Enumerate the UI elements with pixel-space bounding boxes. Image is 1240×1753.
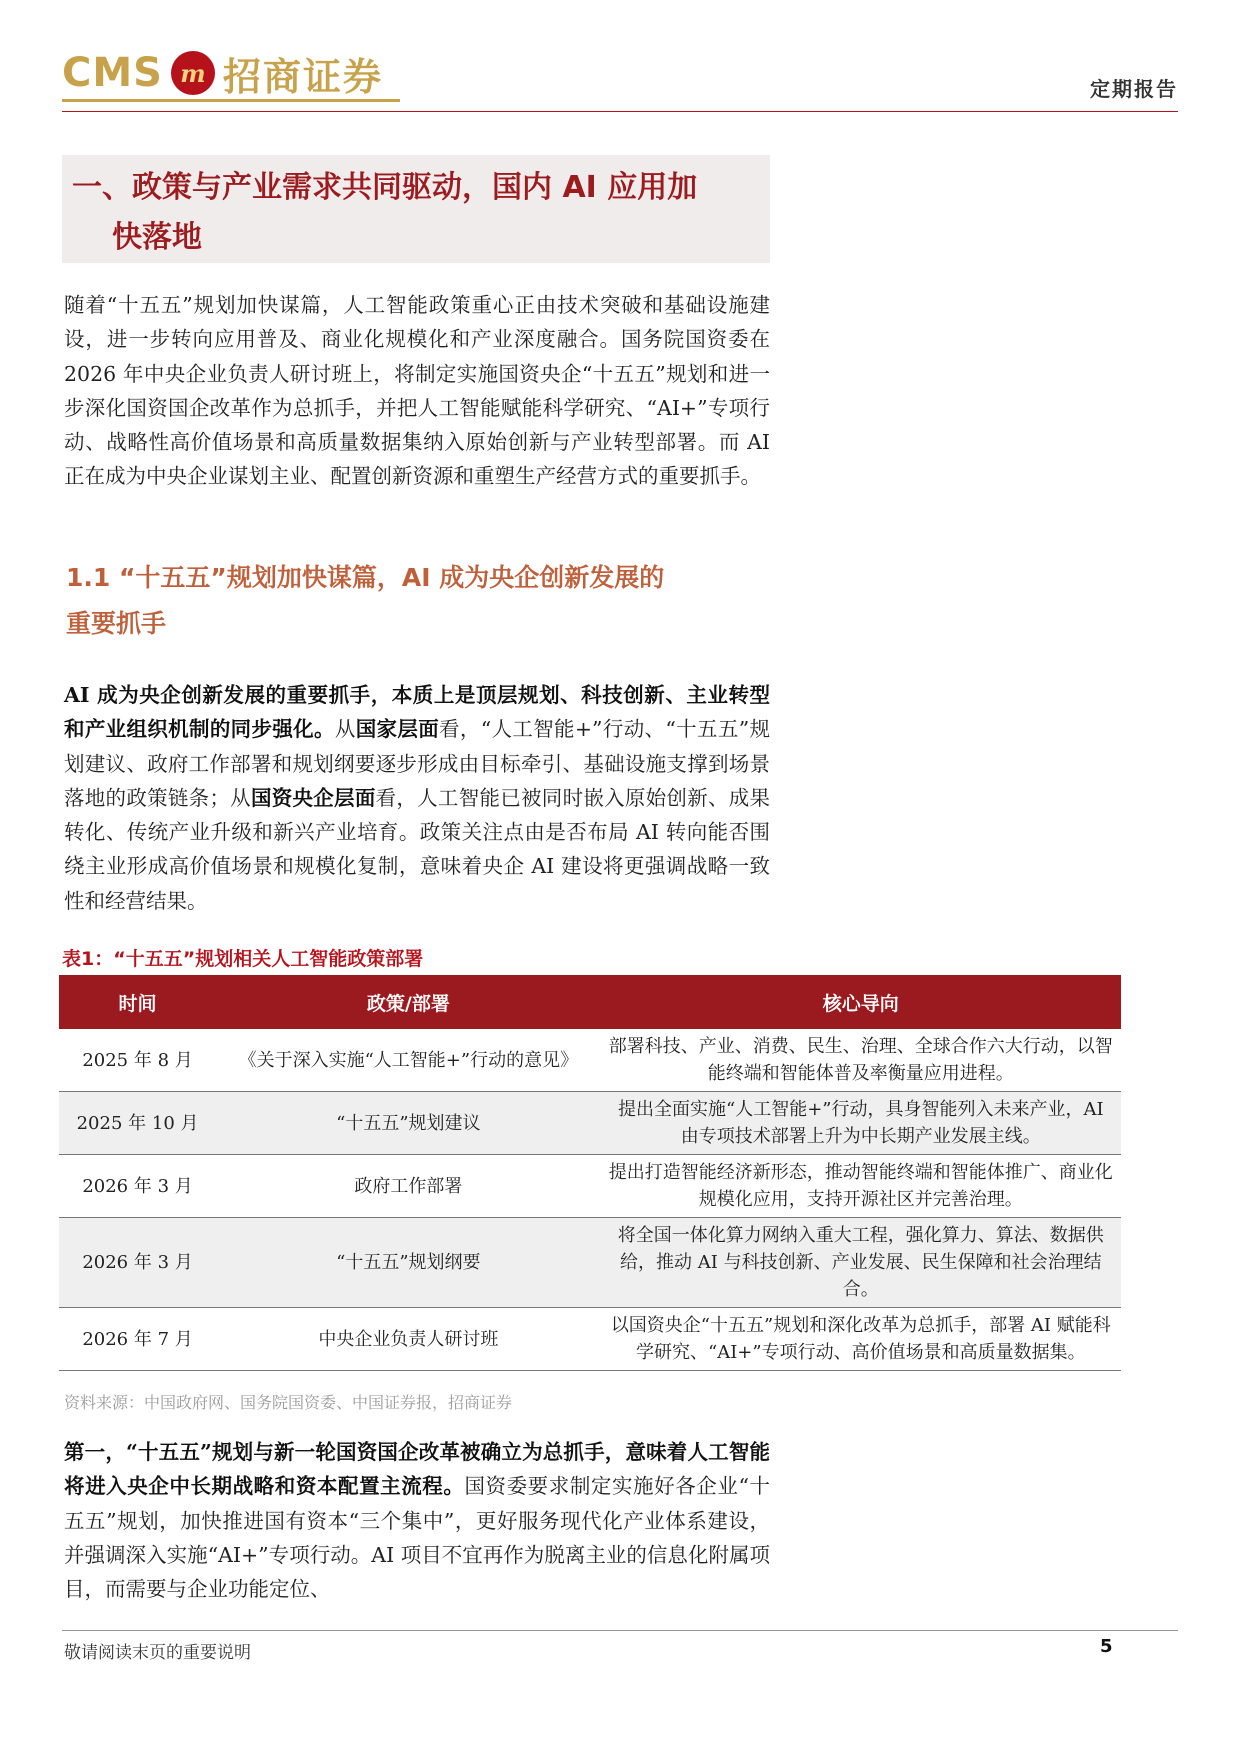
table-source: 资料来源：中国政府网、国务院国资委、中国证券报，招商证券 (64, 1393, 513, 1412)
policy-table (59, 975, 1121, 1371)
paragraph-lead: 第一，“十五五”规划与新一轮国资国企改革被确立为总抓手，意味着人工智能将进入央企中长期战略和资本配置主流程。 (64, 1440, 770, 1499)
policy-analysis-paragraph (64, 678, 770, 918)
cell-policy: 中央企业负责人研讨班 (216, 1308, 601, 1371)
cell-direction: 将全国一体化算力网纳入重大工程，强化算力、算法、数据供给，推动 AI 与科技创新、产业发展、民生保障和社会治理结合。 (601, 1218, 1121, 1308)
header-divider (62, 111, 1178, 112)
subsection-heading-line2: 重要抓手 (66, 609, 167, 638)
subsection-heading-line1: 1.1 “十五五”规划加快谋篇，AI 成为央企创新发展的 (66, 563, 665, 592)
cell-direction: 提出打造智能经济新形态，推动智能终端和智能体推广、商业化规模化应用，支持开源社区并完善治理。 (601, 1155, 1121, 1218)
footer-divider (62, 1630, 1178, 1631)
cell-direction: 以国资央企“十五五”规划和深化改革为总抓手，部署 AI 赋能科学研究、“AI+”专项行动、高价值场景和高质量数据集。 (601, 1308, 1121, 1371)
section-heading-box (62, 155, 770, 263)
column-header: 时间 (59, 975, 216, 1029)
cell-time: 2026 年 7 月 (59, 1308, 216, 1371)
logo-underline (62, 99, 400, 102)
subsection-heading (66, 555, 766, 647)
paragraph-lead: AI 成为央企创新发展的重要抓手，本质上是顶层规划、科技创新、主业转型和产业组织机制的同步强化。 (64, 683, 770, 742)
column-header: 核心导向 (601, 975, 1121, 1029)
cell-policy: “十五五”规划建议 (216, 1092, 601, 1155)
cell-direction: 提出全面实施“人工智能+”行动，具身智能列入未来产业，AI 由专项技术部署上升为中长期产业发展主线。 (601, 1092, 1121, 1155)
cell-time: 2025 年 8 月 (59, 1029, 216, 1092)
table-row (59, 1092, 1121, 1155)
cell-policy: 政府工作部署 (216, 1155, 601, 1218)
table-row (59, 1155, 1121, 1218)
section-heading (72, 163, 762, 263)
intro-paragraph: 随着“十五五”规划加快谋篇，人工智能政策重心正由技术突破和基础设施建设，进一步转向应用普及、商业化规模化和产业深度融合。国务院国资委在 2026 年中央企业负责人研讨班上，将制定实施国资央企“十五五”规划和进一步深化国资国企改革作为总抓手，并把人工智能赋能科学研究、“AI+”专项行动、战略性高价值场景和高质量数据集纳入原始创新与产业转型部署。而 AI 正在成为中央企业谋划主业、配置创新资源和重塑生产经营方式的重要抓手。 (64, 293, 770, 489)
paragraph-text: 从 (334, 717, 356, 742)
paragraph-text: 看，人工智能已被同时嵌入原始创新、成果转化、传统产业升级和新兴产业培育。政策关注点由是否布局 AI 转向能否围绕主业形成高价值场景和规模化复制，意味着央企 AI 建设将更强调战略一致性和经营结果。 (64, 785, 771, 913)
cms-logo (62, 45, 383, 101)
paragraph-emphasis: 国资央企层面 (250, 785, 376, 810)
table-title: 表1：“十五五”规划相关人工智能政策部署 (62, 948, 424, 970)
cell-policy: 《关于深入实施“人工智能+”行动的意见》 (216, 1029, 601, 1092)
cell-time: 2025 年 10 月 (59, 1092, 216, 1155)
paragraph-text: 看，“人工智能+”行动、“十五五”规划建议、政府工作部署和规划纲要逐步形成由目标牵引、基础设施支撑到场景落地的政策链条；从 (64, 717, 771, 810)
footer-disclaimer-note: 敬请阅读末页的重要说明 (64, 1643, 251, 1663)
table-header-row (59, 975, 1121, 1029)
logo-latin: CMS (62, 50, 163, 96)
page-number: 5 (1100, 1636, 1113, 1657)
logo-emblem-icon: m (171, 51, 215, 95)
report-type: 定期报告 (1090, 77, 1178, 101)
paragraph-emphasis: 国家层面 (355, 717, 440, 742)
logo-chinese: 招商证券 (222, 54, 383, 99)
section-heading-line2: 快落地 (112, 220, 202, 255)
page-header (62, 45, 1178, 113)
cell-direction: 部署科技、产业、消费、民生、治理、全球合作六大行动，以智能终端和智能体普及率衡量应用进程。 (601, 1029, 1121, 1092)
table-row (59, 1308, 1121, 1371)
cell-time: 2026 年 3 月 (59, 1155, 216, 1218)
section-heading-line1: 一、政策与产业需求共同驱动，国内 AI 应用加 (72, 170, 698, 205)
table-row (59, 1218, 1121, 1308)
table-row (59, 1029, 1121, 1092)
column-header: 政策/部署 (216, 975, 601, 1029)
cell-policy: “十五五”规划纲要 (216, 1218, 601, 1308)
paragraph-text: 国资委要求制定实施好各企业“十五五”规划，加快推进国有资本“三个集中”，更好服务现代化产业体系建设，并强调深入实施“AI+”专项行动。AI 项目不宜再作为脱离主业的信息化附属项目，而需要与企业功能定位、 (64, 1474, 770, 1602)
first-point-paragraph (64, 1435, 770, 1606)
cell-time: 2026 年 3 月 (59, 1218, 216, 1308)
